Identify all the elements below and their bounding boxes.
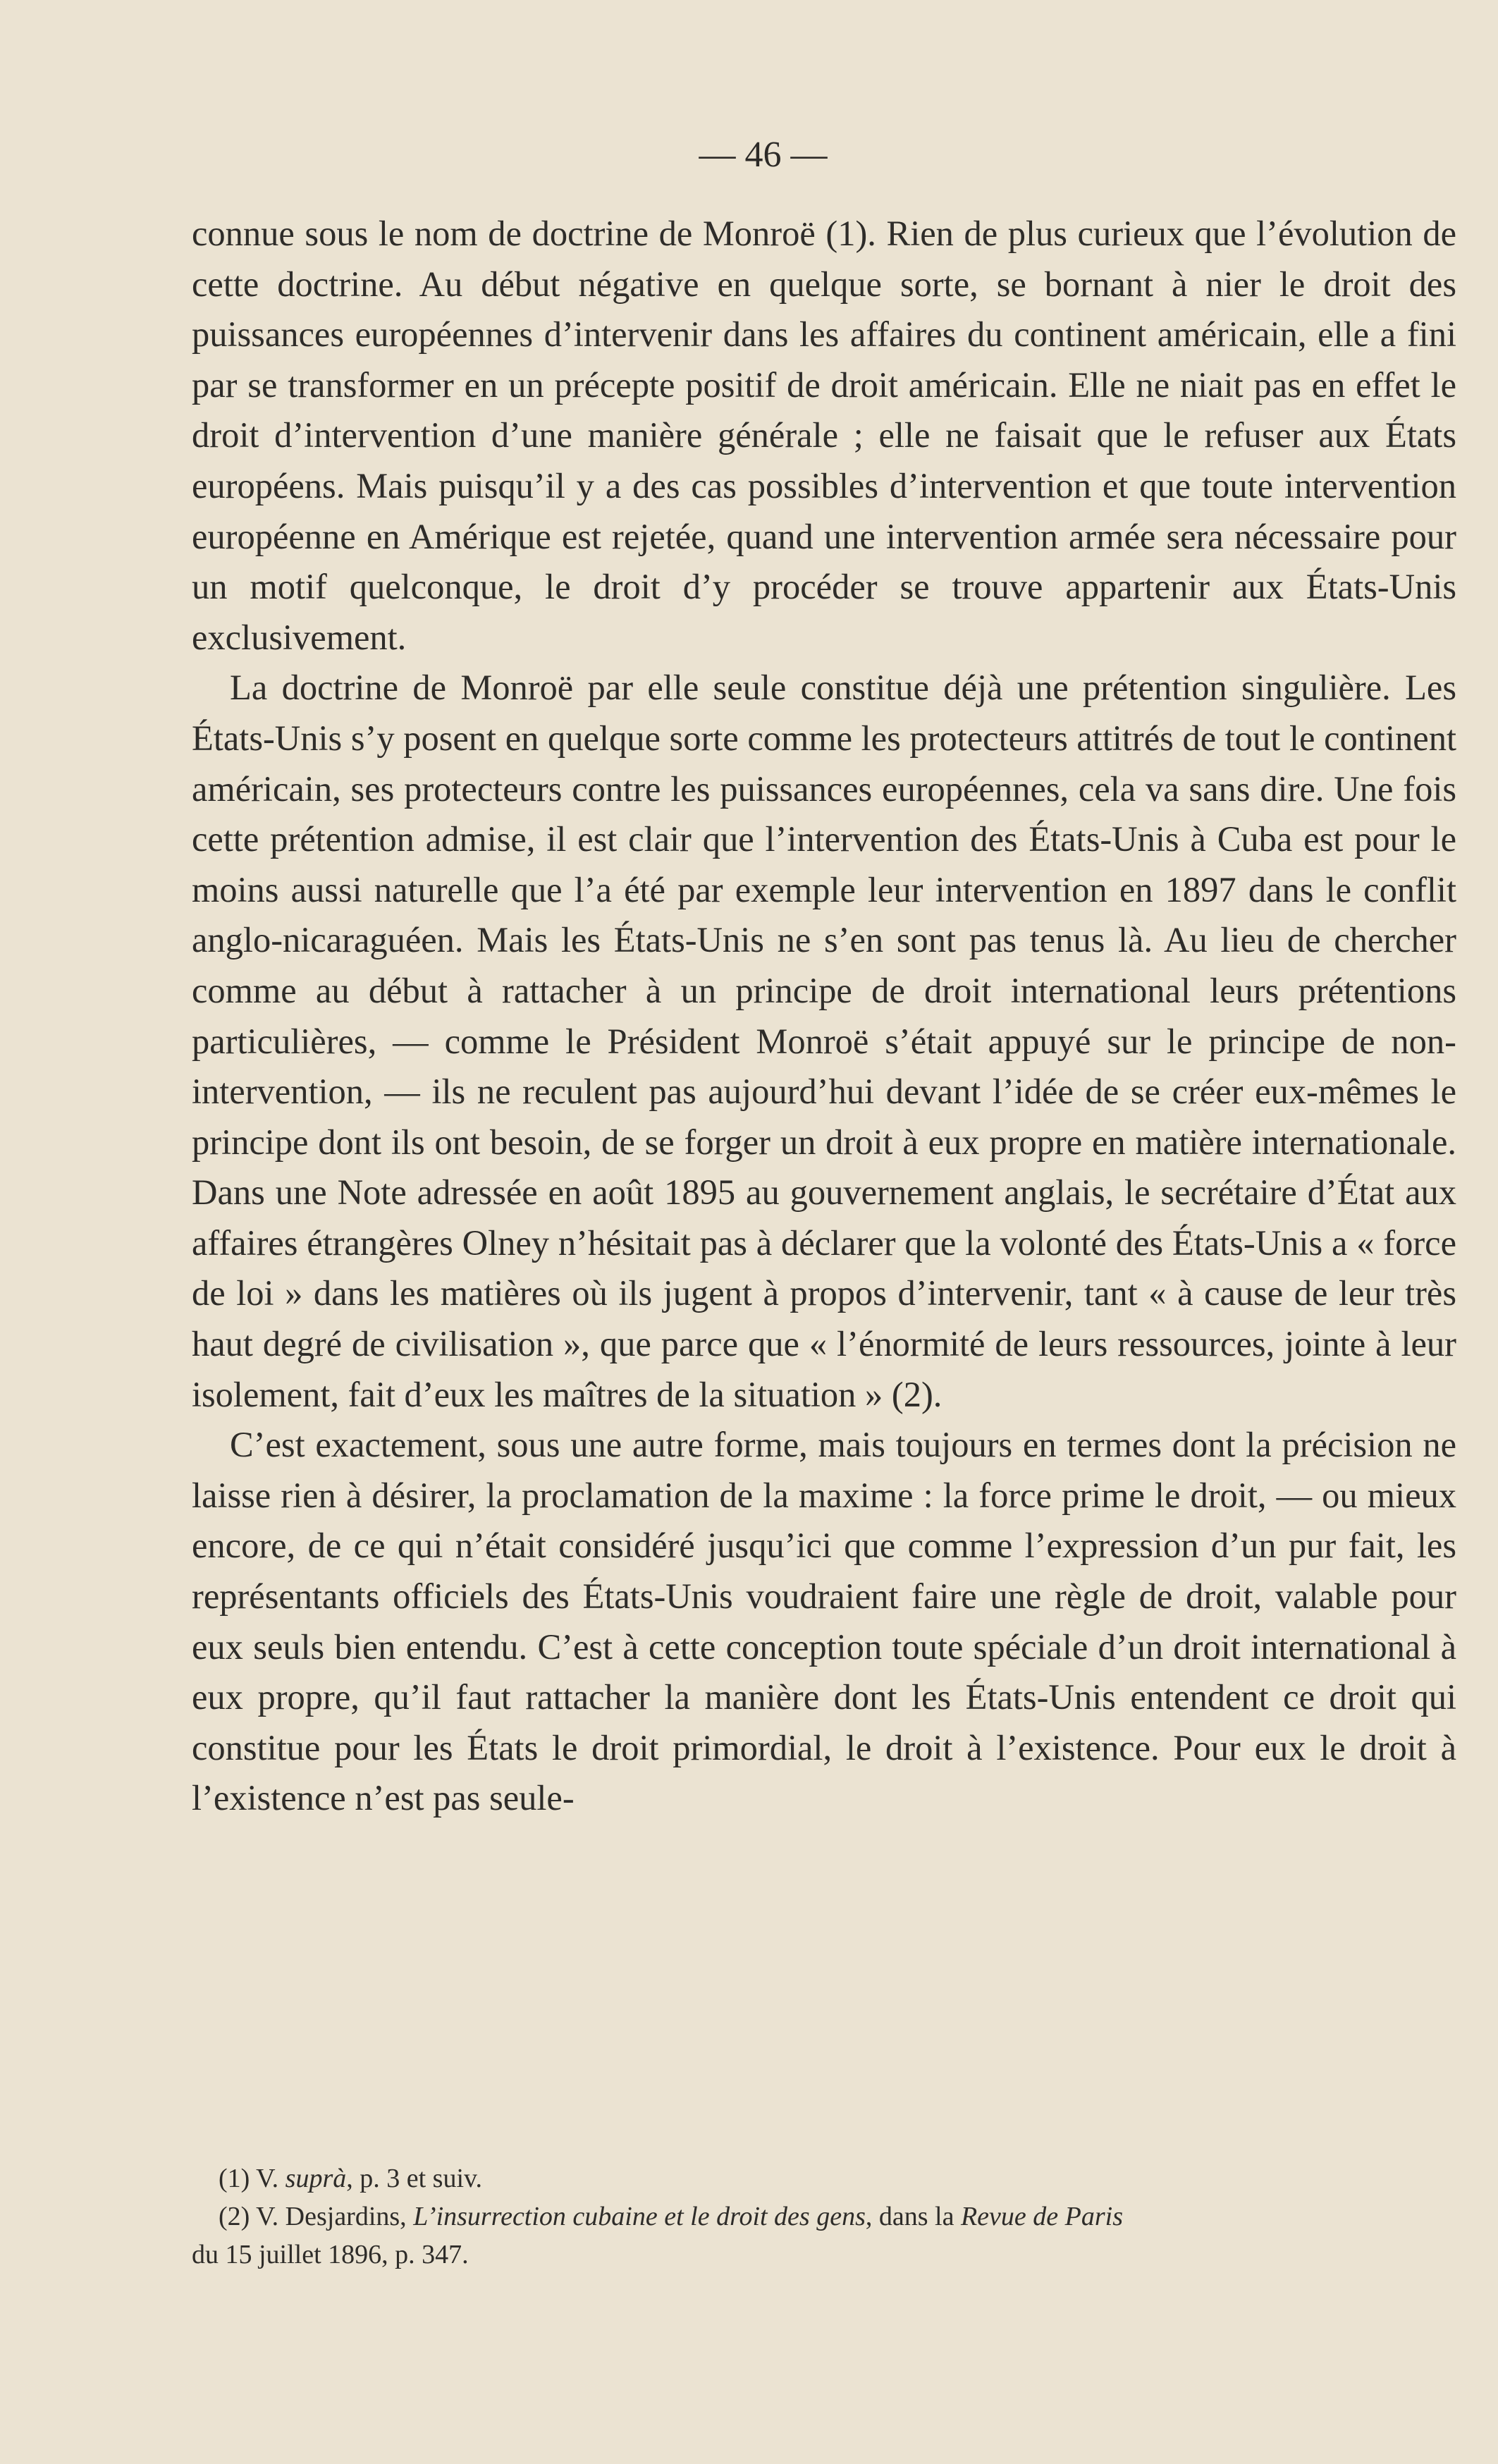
paragraph-3: C’est exactement, sous une autre forme, mais toujours en termes dont la précision ne laisse rien à désirer, la proclamation de la maxime : la force prime le droit, — ou mieux encore, de ce qui n’était considéré jusqu’ici que comme l’expression d’un pur fait, les représentants officiels des États-Unis voudraient faire une règle de droit, valable pour eux seuls bien entendu. C’est à cette conception toute spéciale d’un droit international à eux propre, qu’il faut rattacher la manière dont les États-Unis entendent ce droit qui constitue pour les États le droit primordial, le droit à l’existence. Pour eux le droit à l’existence n’est pas seule- <box>192 1425 1456 1818</box>
footnote-2-title: L’insurrection cubaine et le droit des gens <box>413 2202 866 2231</box>
footnote-2-middle: , dans la <box>865 2202 961 2231</box>
footnotes <box>192 2159 1456 2274</box>
paragraph-2: La doctrine de Monroë par elle seule constitue déjà une prétention singulière. Les États-Unis s’y posent en quelque sorte comme les protecteurs attitrés de tout le continent américain, ses protecteurs contre les puissances européennes, cela va sans dire. Une fois cette prétention admise, il est clair que l’intervention des États-Unis à Cuba est pour le moins aussi naturelle que l’a été par exemple leur intervention en 1897 dans le conflit anglo-nicaraguéen. Mais les États-Unis ne s’en sont pas tenus là. Au lieu de chercher comme au début à rattacher à un principe de droit international leurs prétentions particulières, — comme le Président Monroë s’était appuyé sur le principe de non-intervention, — ils ne reculent pas aujourd’hui devant l’idée de se créer eux-mêmes le principe dont ils ont besoin, de se forger un droit à eux propre en matière internationale. Dans une Note adressée en août 1895 au gouvernement anglais, le secrétaire d’État aux affaires étrangères Olney n’hésitait pas à déclarer que la volonté des États-Unis a « force de loi » dans les matières où ils jugent à propos d’intervenir, tant « à cause de leur très haut degré de civilisation », que parce que « l’énormité de leurs ressources, jointe à leur isolement, fait d’eux les maîtres de la situation » (2). <box>192 668 1456 1414</box>
body-text <box>192 209 1456 1824</box>
footnote-2 <box>192 2198 1456 2236</box>
page-number: — 46 — <box>699 135 828 175</box>
footnote-1-prefix: (1) V. <box>219 2164 286 2193</box>
footnote-1-suffix: , p. 3 et suiv. <box>346 2164 483 2193</box>
paragraph-1: connue sous le nom de doctrine de Monroë (1). Rien de plus curieux que l’évolution de cette doctrine. Au début négative en quelque sorte, se bornant à nier le droit des puissances européennes d’intervenir dans les affaires du continent américain, elle a fini par se transformer en un précepte positif de droit américain. Elle ne niait pas en effet le droit d’intervention d’une manière générale ; elle ne faisait que le refuser aux États européens. Mais puisqu’il y a des cas possibles d’intervention et que toute intervention européenne en Amérique est rejetée, quand une intervention armée sera nécessaire pour un motif quelconque, le droit d’y procéder se trouve appartenir aux États-Unis exclusivement. <box>192 214 1456 657</box>
footnote-1 <box>192 2159 1456 2198</box>
footnote-2-continuation: du 15 juillet 1896, p. 347. <box>192 2240 469 2269</box>
footnote-2-journal: Revue de Paris <box>960 2202 1123 2231</box>
footnote-1-italic: suprà <box>285 2164 347 2193</box>
footnote-2-prefix: (2) V. Desjardins, <box>219 2202 414 2231</box>
